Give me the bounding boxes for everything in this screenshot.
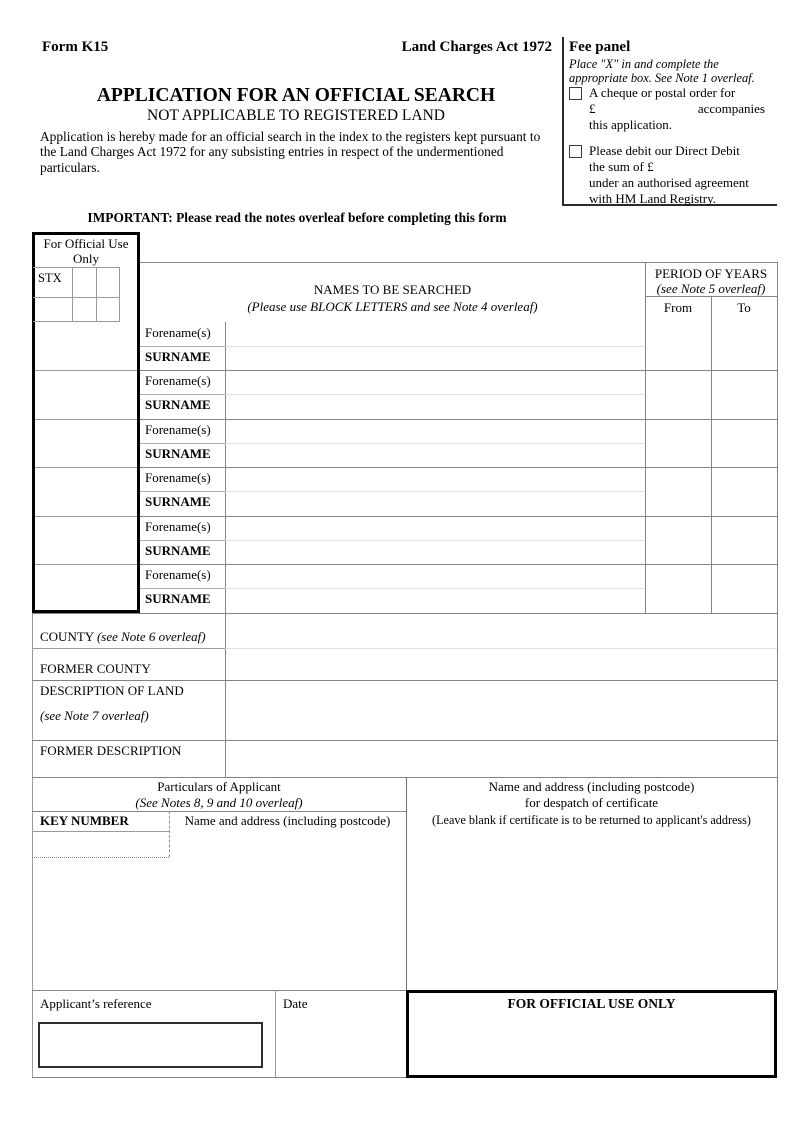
- grid-line: [32, 777, 777, 778]
- grid-line: [140, 394, 225, 395]
- forename-label: Forename(s): [145, 519, 211, 534]
- grid-line: [169, 811, 170, 857]
- grid-line: [33, 297, 120, 298]
- debit-option-line1: Please debit our Direct Debit: [589, 143, 740, 158]
- grid-line: [32, 648, 225, 649]
- cheque-checkbox[interactable]: [569, 87, 582, 100]
- accompanies-text: accompanies: [697, 101, 765, 116]
- date-input[interactable]: [277, 1014, 405, 1076]
- grid-line: [777, 262, 778, 990]
- act-title: Land Charges Act 1972: [401, 39, 552, 55]
- to-input-5[interactable]: [712, 517, 776, 563]
- from-input-2[interactable]: [646, 371, 710, 417]
- surname-label: SURNAME: [145, 543, 211, 558]
- applicant-section-note: (See Notes 8, 9 and 10 overleaf): [135, 795, 303, 810]
- surname-input-4[interactable]: [226, 492, 644, 514]
- grid-line: [32, 613, 777, 614]
- debit-option-line4: with HM Land Registry.: [589, 191, 716, 206]
- surname-label: SURNAME: [145, 591, 211, 606]
- surname-label: SURNAME: [145, 397, 211, 412]
- grid-line: [140, 491, 225, 492]
- forename-input-6[interactable]: [226, 565, 644, 587]
- debit-amount-field[interactable]: [668, 159, 768, 174]
- forename-input-1[interactable]: [226, 323, 644, 345]
- grid-line: [35, 467, 137, 468]
- forename-input-4[interactable]: [226, 468, 644, 490]
- surname-input-6[interactable]: [226, 589, 644, 611]
- to-input-6[interactable]: [712, 565, 776, 611]
- currency-symbol: £: [589, 101, 596, 116]
- county-input[interactable]: [226, 615, 776, 647]
- surname-label: SURNAME: [145, 446, 211, 461]
- surname-input-1[interactable]: [226, 347, 644, 369]
- grid-line: [35, 370, 137, 371]
- cheque-option-line1: A cheque or postal order for: [589, 85, 736, 100]
- official-use-title-line1: For Official Use: [43, 236, 129, 251]
- applicant-section-title: Particulars of Applicant: [157, 779, 281, 794]
- despatch-note: (Leave blank if certificate is to be returned to applicant's address): [432, 813, 751, 827]
- grid-line: [140, 588, 225, 589]
- grid-line: [140, 346, 225, 347]
- surname-label: SURNAME: [145, 494, 211, 509]
- date-label: Date: [283, 996, 308, 1011]
- despatch-header-line1: Name and address (including postcode): [488, 779, 695, 794]
- key-number-label: KEY NUMBER: [40, 813, 129, 828]
- forename-label: Forename(s): [145, 373, 211, 388]
- grid-line: [225, 648, 777, 649]
- period-note: (see Note 5 overleaf): [656, 281, 766, 296]
- description-note: (see Note 7 overleaf): [40, 708, 149, 723]
- official-use-box-title: [35, 236, 137, 266]
- grid-line: [32, 740, 777, 741]
- form-number: Form K15: [42, 39, 109, 55]
- from-input-4[interactable]: [646, 468, 710, 514]
- county-label: [40, 630, 206, 645]
- debit-option-line2: the sum of £: [589, 159, 654, 174]
- applicants-reference-label: Applicant’s reference: [40, 996, 152, 1011]
- grid-line: [72, 267, 73, 321]
- grid-line: [33, 267, 120, 268]
- forename-label: Forename(s): [145, 325, 211, 340]
- to-input-1[interactable]: [712, 323, 776, 369]
- important-note: IMPORTANT: Please read the notes overleaf before completing this form: [87, 210, 507, 225]
- grid-line: [33, 321, 120, 322]
- names-header: NAMES TO BE SEARCHED: [313, 282, 472, 297]
- from-input-1[interactable]: [646, 323, 710, 369]
- grid-line: [32, 613, 33, 1077]
- grid-line: [96, 267, 97, 321]
- official-use-title-line2: Only: [73, 251, 99, 266]
- direct-debit-checkbox[interactable]: [569, 145, 582, 158]
- grid-line: [140, 443, 225, 444]
- despatch-address-input[interactable]: [408, 830, 775, 988]
- description-of-land-label: DESCRIPTION OF LAND: [40, 683, 184, 698]
- grid-line: [32, 680, 777, 681]
- surname-input-2[interactable]: [226, 395, 644, 417]
- debit-option-line3: under an authorised agreement: [589, 175, 749, 190]
- grid-line: [119, 267, 120, 321]
- official-use-box: [32, 232, 140, 613]
- page-subtitle: NOT APPLICABLE TO REGISTERED LAND: [147, 107, 445, 124]
- forename-label: Forename(s): [145, 470, 211, 485]
- despatch-header-line2: for despatch of certificate: [524, 795, 659, 810]
- forename-input-3[interactable]: [226, 420, 644, 442]
- key-number-input[interactable]: [34, 832, 168, 856]
- names-header-note: (Please use BLOCK LETTERS and see Note 4 overleaf): [247, 299, 538, 314]
- former-county-label: FORMER COUNTY: [40, 661, 151, 676]
- to-column-header: To: [737, 300, 751, 315]
- surname-input-3[interactable]: [226, 444, 644, 466]
- applicant-name-address-input[interactable]: [34, 860, 405, 988]
- grid-line: [35, 516, 137, 517]
- grid-line: [140, 540, 225, 541]
- forename-label: Forename(s): [145, 422, 211, 437]
- county-note: (see Note 6 overleaf): [96, 629, 206, 644]
- to-input-3[interactable]: [712, 420, 776, 466]
- former-description-input[interactable]: [226, 742, 776, 776]
- grid-line: [32, 857, 169, 858]
- from-input-3[interactable]: [646, 420, 710, 466]
- for-official-use-only-label: FOR OFFICIAL USE ONLY: [507, 996, 676, 1011]
- cheque-amount-field[interactable]: [602, 101, 690, 116]
- surname-input-5[interactable]: [226, 541, 644, 563]
- from-column-header: From: [663, 300, 693, 315]
- stx-label: STX: [38, 271, 62, 285]
- county-label-text: COUNTY: [40, 629, 94, 644]
- grid-line: [32, 1077, 406, 1078]
- period-header: PERIOD OF YEARS: [654, 266, 768, 281]
- page-title: APPLICATION FOR AN OFFICIAL SEARCH: [96, 85, 496, 106]
- grid-line: [35, 564, 137, 565]
- former-description-label: FORMER DESCRIPTION: [40, 743, 182, 758]
- grid-line: [275, 990, 276, 1077]
- cheque-option-line3: this application.: [589, 117, 673, 132]
- from-input-5[interactable]: [646, 517, 710, 563]
- forename-input-2[interactable]: [226, 371, 644, 393]
- surname-label: SURNAME: [145, 349, 211, 364]
- grid-line: [140, 262, 777, 263]
- intro-paragraph: Application is hereby made for an official search in the index to the registers kept pursuant to the Land Charges Act 1972 for any subsisting entries in respect of the undermentioned particulars.: [40, 129, 541, 175]
- fee-panel-left-border: [562, 37, 564, 205]
- to-input-2[interactable]: [712, 371, 776, 417]
- fee-panel-title: Fee panel: [569, 39, 631, 55]
- forename-label: Forename(s): [145, 567, 211, 582]
- applicants-reference-input[interactable]: [38, 1022, 263, 1068]
- description-of-land-input[interactable]: [226, 682, 776, 739]
- grid-line: [32, 811, 406, 812]
- to-input-4[interactable]: [712, 468, 776, 514]
- name-address-label: Name and address (including postcode): [184, 813, 391, 828]
- fee-panel-instruction: Place "X" in and complete the appropriate box. See Note 1 overleaf.: [569, 57, 755, 86]
- forename-input-5[interactable]: [226, 517, 644, 539]
- grid-line: [35, 419, 137, 420]
- former-county-input[interactable]: [226, 650, 776, 679]
- from-input-6[interactable]: [646, 565, 710, 611]
